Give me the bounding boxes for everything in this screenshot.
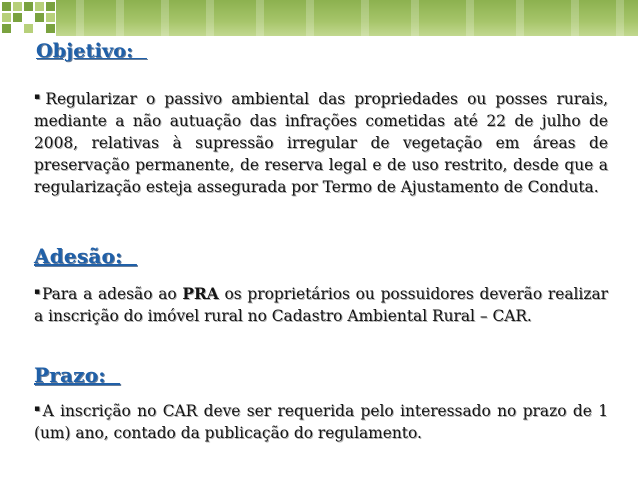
bullet-icon: ▪	[34, 404, 42, 414]
prazo-text: A inscrição no CAR deve ser requerida pelo interessado no prazo de 1 (um) ano, contado da publicação do regulamento.	[34, 402, 608, 442]
header-bar	[56, 0, 638, 36]
bullet-icon: ▪	[34, 92, 45, 102]
prazo-paragraph	[34, 398, 608, 444]
adesao-heading: Adesão:	[34, 244, 137, 268]
adesao-text-after: os proprietários ou possuidores deverão realizar a inscrição do imóvel rural no Cadastro Ambiental Rural – CAR.	[34, 285, 608, 325]
adesao-paragraph	[34, 281, 608, 327]
decorative-squares	[0, 0, 60, 40]
prazo-heading: Prazo:	[34, 363, 121, 387]
bullet-icon: ▪	[34, 287, 41, 297]
adesao-text-before: Para a adesão ao	[41, 285, 183, 303]
objetivo-paragraph	[34, 86, 608, 198]
objetivo-text: Regularizar o passivo ambiental das propriedades ou posses rurais, mediante a não autuação das infrações cometidas até 22 de julho de 2008, relativas à supressão irregular de vegetação em áreas de preservação permanente, de reserva legal e de uso restrito, desde que a regularização esteja assegurada por Termo de Ajustamento de Conduta.	[34, 90, 608, 196]
objetivo-heading: Objetivo:	[36, 40, 147, 62]
adesao-pra-term: PRA	[182, 285, 219, 303]
